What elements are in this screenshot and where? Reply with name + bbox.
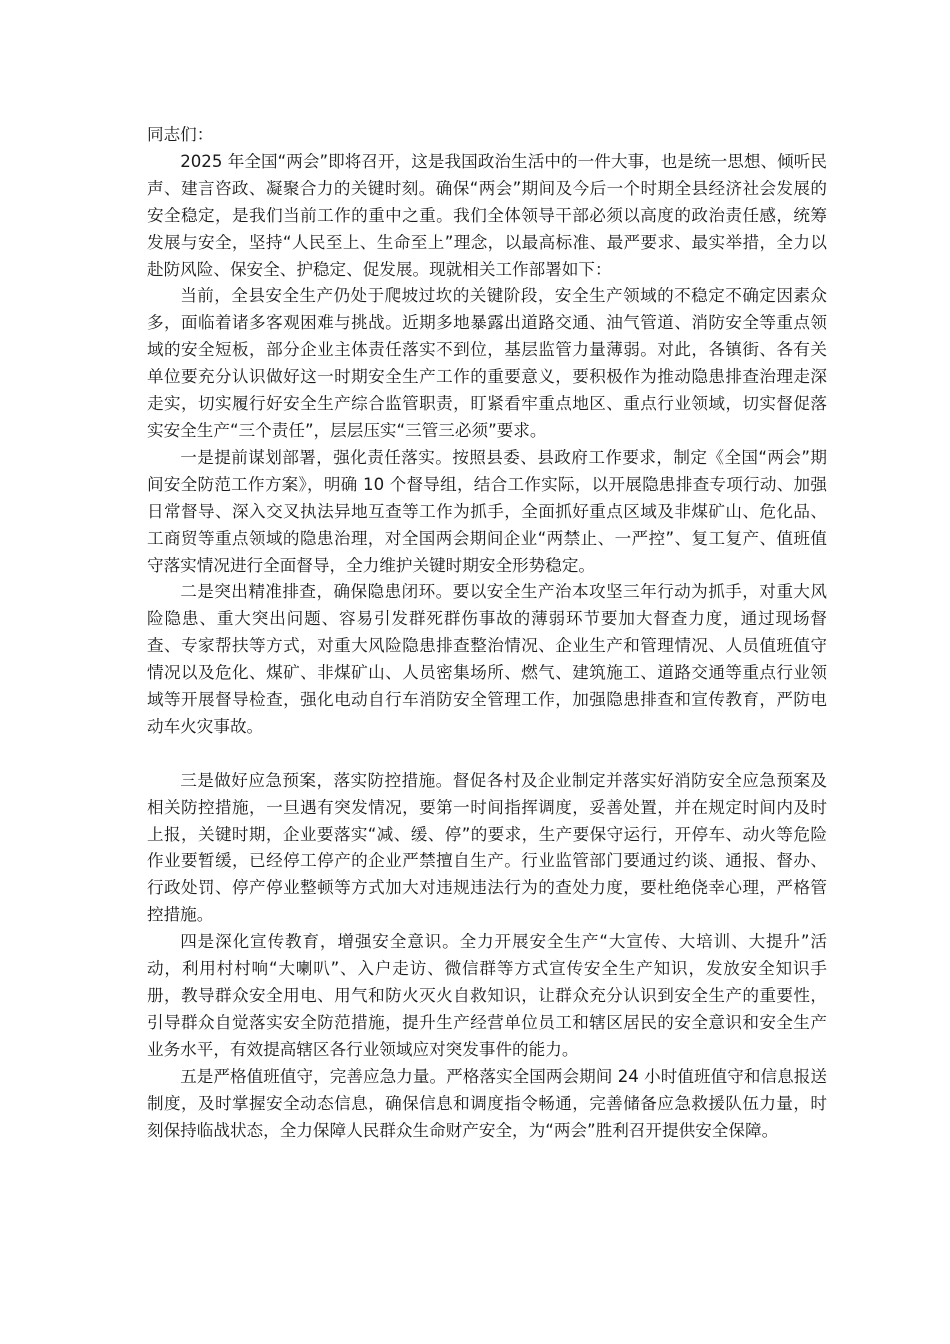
- paragraph-point-3: 三是做好应急预案，落实防控措施。督促各村及企业制定并落实好消防安全应急预案及相关防控措施，一旦遇有突发情况，要第一时间指挥调度，妥善处置，并在规定时间内及时上报，关键时期，企业要落实“减、缓、停”的要求，生产要保守运行，开停车、动火等危险作业要暂缓，已经停工停产的企业严禁擅自生产。行业监管部门要通过约谈、通报、督办、行政处罚、停产停业整顿等方式加大对违规违法行为的查处力度，要杜绝侥幸心理，严格管控措施。: [147, 770, 827, 925]
- document-body: [147, 122, 827, 1144]
- paragraph-current-situation: 当前，全县安全生产仍处于爬坡过坎的关键阶段，安全生产领域的不稳定不确定因素众多，面临着诸多客观困难与挑战。近期多地暴露出道路交通、油气管道、消防安全等重点领域的安全短板，部分企业主体责任落实不到位，基层监管力量薄弱。对此，各镇街、各有关单位要充分认识做好这一时期安全生产工作的重要意义，要积极作为推动隐患排查治理走深走实，切实履行好安全生产综合监管职责，盯紧看牢重点地区、重点行业领域，切实督促落实安全生产“三个责任”，层层压实“三管三必须”要求。: [147, 286, 827, 440]
- paragraph-point-4: 四是深化宣传教育，增强安全意识。全力开展安全生产“大宣传、大培训、大提升”活动，利用村村响“大喇叭”、入户走访、微信群等方式宣传安全生产知识，发放安全知识手册，教导群众安全用电、用气和防火灭火自救知识，让群众充分认识到安全生产的重要性，引导群众自觉落实安全防范措施，提升生产经营单位员工和辖区居民的安全意识和安全生产业务水平，有效提高辖区各行业领域应对突发事件的能力。: [147, 932, 827, 1059]
- paragraph-intro: 2025 年全国“两会”即将召开，这是我国政治生活中的一件大事，也是统一思想、倾听民声、建言咨政、凝聚合力的关键时刻。确保“两会”期间及今后一个时期全县经济社会发展的安全稳定，是我们当前工作的重中之重。我们全体领导干部必须以高度的政治责任感，统筹发展与安全，坚持“人民至上、生命至上”理念，以最高标准、最严要求、最实举措，全力以赴防风险、保安全、护稳定、促发展。现就相关工作部署如下：: [147, 151, 827, 279]
- salutation: 同志们：: [147, 125, 214, 144]
- paragraph-point-5: 五是严格值班值守，完善应急力量。严格落实全国两会期间 24 小时值班值守和信息报送制度，及时掌握安全动态信息，确保信息和调度指令畅通，完善储备应急救援队伍力量，时刻保持临战状态，全力保障人民群众生命财产安全，为“两会”胜利召开提供安全保障。: [147, 1066, 827, 1140]
- paragraph-gap: [147, 741, 827, 768]
- paragraph-point-2: 二是突出精准排查，确保隐患闭环。要以安全生产治本攻坚三年行动为抓手，对重大风险隐患、重大突出问题、容易引发群死群伤事故的薄弱环节要加大督查力度，通过现场督查、专家帮扶等方式，对重大风险隐患排查整治情况、企业生产和管理情况、人员值班值守情况以及危化、煤矿、非煤矿山、人员密集场所、燃气、建筑施工、道路交通等重点行业领域等开展督导检查，强化电动自行车消防安全管理工作，加强隐患排查和宣传教育，严防电动车火灾事故。: [147, 582, 827, 736]
- paragraph-point-1: 一是提前谋划部署，强化责任落实。按照县委、县政府工作要求，制定《全国“两会”期间安全防范工作方案》，明确 10 个督导组，结合工作实际，以开展隐患排查专项行动、加强日常督导、深入交叉执法异地互查等工作为抓手，全面抓好重点区域及非煤矿山、危化品、工商贸等重点领域的隐患治理，对全国两会期间企业“两禁止、一严控”、复工复产、值班值守落实情况进行全面督导，全力维护关键时期安全形势稳定。: [147, 447, 827, 575]
